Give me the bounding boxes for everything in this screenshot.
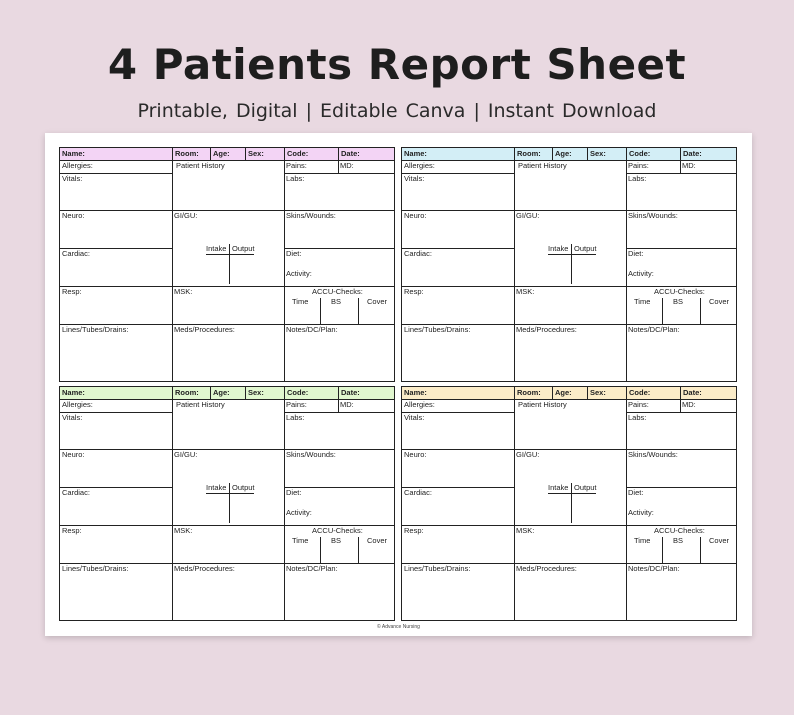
field-label: Labs: [628,413,647,422]
field-label: Activity: [628,269,654,278]
field-patient-history[interactable] [514,160,626,210]
accu-bs-label: BS [331,537,342,545]
accu-column-line [320,298,321,324]
field-neuro[interactable] [402,449,514,487]
field-label: Labs: [286,174,305,183]
field-lines[interactable] [402,324,514,381]
field-lines[interactable] [60,563,172,620]
header-field-sex[interactable]: Sex: [245,148,284,160]
grid-line [402,487,514,488]
field-label: Neuro: [404,450,427,459]
header-field-date[interactable]: Date: [680,387,736,399]
grid-line [284,487,394,488]
header-field-age[interactable]: Age: [210,148,245,160]
field-label: Patient History [518,161,567,170]
field-label: MSK: [516,526,535,535]
grid-line [60,563,394,564]
grid-line [402,248,514,249]
field-allergies[interactable] [402,399,514,412]
field-label: Pains: [628,400,649,409]
header-field-age[interactable]: Age: [552,148,587,160]
accu-cover-label: Cover [709,298,730,306]
field-meds[interactable] [514,563,626,620]
grid-line [402,412,514,413]
field-label: Resp: [62,526,82,535]
field-diet[interactable] [284,248,394,263]
header-field-age[interactable]: Age: [210,387,245,399]
field-allergies[interactable] [60,399,172,412]
grid-line [402,449,736,450]
field-activity[interactable] [626,502,736,525]
intake-label: Intake [548,245,569,253]
field-label: MD: [682,400,696,409]
field-activity[interactable] [284,263,394,286]
field-label: Diet: [286,249,302,258]
field-patient-history[interactable] [172,160,284,210]
grid-line [284,248,394,249]
intake-output-divider [571,483,572,523]
header-field-name[interactable]: Name: [404,149,427,158]
output-label: Output [574,245,597,253]
accu-time-label: Time [634,298,651,306]
grid-line [60,286,394,287]
accu-time-label: Time [634,537,651,545]
header-field-date[interactable]: Date: [680,148,736,160]
intake-output-divider [229,483,230,523]
intake-output-divider [206,493,254,494]
field-label: Meds/Procedures: [516,325,577,334]
field-label: Allergies: [62,400,93,409]
grid-line [402,173,514,174]
field-resp[interactable] [402,286,514,324]
field-label: MD: [682,161,696,170]
field-allergies[interactable] [402,160,514,173]
patient-sheet [59,147,395,382]
intake-output-divider [548,254,596,255]
field-label: Skins/Wounds: [286,450,336,459]
header-field-code[interactable]: Code: [284,148,338,160]
field-gi-gu[interactable] [172,210,284,286]
intake-label: Intake [206,484,227,492]
field-label: Activity: [628,508,654,517]
grid-line [60,525,394,526]
grid-line [626,487,736,488]
field-label: MD: [340,161,354,170]
field-label: Notes/DC/Plan: [628,564,680,573]
field-meds[interactable] [172,324,284,381]
field-diet[interactable] [284,487,394,502]
grid-line [680,399,681,412]
field-md[interactable] [338,399,394,412]
accu-cover-label: Cover [367,298,388,306]
header-field-room[interactable]: Room: [514,387,552,399]
accu-column-line [320,537,321,563]
grid-line [60,210,394,211]
intake-output-divider [548,493,596,494]
field-resp[interactable] [60,286,172,324]
field-labs[interactable] [626,412,736,449]
grid-line [626,248,736,249]
field-cardiac[interactable] [60,487,172,525]
field-label: MSK: [174,526,193,535]
field-label: MSK: [516,287,535,296]
header-field-date[interactable]: Date: [338,148,394,160]
accu-bs-label: BS [673,537,684,545]
field-gi-gu[interactable] [514,449,626,525]
grid-line [284,399,285,620]
header-field-name[interactable]: Name: [62,388,85,397]
intake-output-divider [206,254,254,255]
accu-column-line [700,537,701,563]
field-label: Lines/Tubes/Drains: [404,564,471,573]
field-label: MSK: [174,287,193,296]
field-label: ACCU-Checks: [312,526,363,535]
header-field-age[interactable]: Age: [552,387,587,399]
copyright-icon: © [377,624,381,630]
grid-line [402,286,736,287]
header-field-room[interactable]: Room: [172,148,210,160]
header-field-name[interactable]: Name: [62,149,85,158]
grid-line [680,160,681,173]
field-pains[interactable] [626,399,680,412]
header-field-sex[interactable]: Sex: [587,148,626,160]
field-label: Patient History [518,400,567,409]
field-notes[interactable] [626,563,736,620]
field-label: Labs: [628,174,647,183]
field-meds[interactable] [514,324,626,381]
grid-line [284,160,285,381]
accu-column-line [662,298,663,324]
grid-line [284,173,394,174]
field-patient-history[interactable] [514,399,626,449]
grid-line [626,160,627,381]
field-msk[interactable] [514,525,626,563]
field-label: Cardiac: [404,249,432,258]
grid-line [172,399,173,620]
field-label: Notes/DC/Plan: [286,564,338,573]
field-skins-wounds[interactable] [626,449,736,487]
field-meds[interactable] [172,563,284,620]
field-label: Vitals: [404,174,425,183]
header-field-sex[interactable]: Sex: [245,387,284,399]
footer-text: Advance Nursing [381,624,420,630]
field-label: Cardiac: [62,249,90,258]
field-skins-wounds[interactable] [284,210,394,248]
field-label: Lines/Tubes/Drains: [62,325,129,334]
field-resp[interactable] [402,525,514,563]
field-label: Pains: [286,400,307,409]
field-activity[interactable] [626,263,736,286]
field-labs[interactable] [626,173,736,210]
field-lines[interactable] [402,563,514,620]
grid-line [402,210,736,211]
page-subtitle: Printable, Digital | Editable Canva | Instant Download [137,100,657,122]
accu-column-line [662,537,663,563]
field-activity[interactable] [284,502,394,525]
field-label: Resp: [62,287,82,296]
grid-line [60,173,172,174]
field-notes[interactable] [626,324,736,381]
field-vitals[interactable] [402,173,514,210]
patient-sheet [401,147,737,382]
accu-column-line [700,298,701,324]
field-gi-gu[interactable] [514,210,626,286]
grid-line [60,248,172,249]
field-label: Diet: [286,488,302,497]
field-label: Skins/Wounds: [628,450,678,459]
field-label: Vitals: [62,413,83,422]
field-label: Skins/Wounds: [628,211,678,220]
field-label: Cardiac: [404,488,432,497]
header-field-room[interactable]: Room: [172,387,210,399]
grid-line [514,399,515,620]
accu-time-label: Time [292,537,309,545]
field-gi-gu[interactable] [172,449,284,525]
field-skins-wounds[interactable] [284,449,394,487]
header-field-name[interactable]: Name: [404,388,427,397]
field-label: GI/GU: [516,211,540,220]
field-label: ACCU-Checks: [654,287,705,296]
accu-cover-label: Cover [709,537,730,545]
field-label: Activity: [286,508,312,517]
grid-line [402,563,736,564]
field-label: Cardiac: [62,488,90,497]
field-diet[interactable] [626,487,736,502]
field-label: Allergies: [62,161,93,170]
grid-line [626,173,736,174]
field-pains[interactable] [626,160,680,173]
field-diet[interactable] [626,248,736,263]
accu-time-label: Time [292,298,309,306]
accu-cover-label: Cover [367,537,388,545]
field-label: ACCU-Checks: [654,526,705,535]
field-label: Lines/Tubes/Drains: [62,564,129,573]
field-label: GI/GU: [174,450,198,459]
field-skins-wounds[interactable] [626,210,736,248]
field-neuro[interactable] [60,449,172,487]
field-label: ACCU-Checks: [312,287,363,296]
field-label: Resp: [404,526,424,535]
field-resp[interactable] [60,525,172,563]
grid-line [402,324,736,325]
field-label: Vitals: [404,413,425,422]
grid-line [626,412,736,413]
grid-line [60,449,394,450]
field-msk[interactable] [172,286,284,324]
field-label: MD: [340,400,354,409]
field-labs[interactable] [284,412,394,449]
field-cardiac[interactable] [402,487,514,525]
field-allergies[interactable] [60,160,172,173]
field-label: Pains: [628,161,649,170]
header-field-code[interactable]: Code: [626,387,680,399]
field-patient-history[interactable] [172,399,284,449]
intake-label: Intake [206,245,227,253]
field-md[interactable] [680,399,736,412]
field-vitals[interactable] [60,173,172,210]
grid-line [514,160,515,381]
patient-sheet [59,386,395,621]
grid-line [60,324,394,325]
field-md[interactable] [338,160,394,173]
header-field-date[interactable]: Date: [338,387,394,399]
grid-line [338,160,339,173]
field-notes[interactable] [284,324,394,381]
field-label: Diet: [628,249,644,258]
accu-bs-label: BS [673,298,684,306]
output-label: Output [232,245,255,253]
header-field-sex[interactable]: Sex: [587,387,626,399]
footer [45,624,752,630]
field-label: Neuro: [62,450,85,459]
page-title: 4 Patients Report Sheet [107,40,687,89]
field-label: Notes/DC/Plan: [286,325,338,334]
field-md[interactable] [680,160,736,173]
field-label: Allergies: [404,400,435,409]
field-notes[interactable] [284,563,394,620]
field-label: Skins/Wounds: [286,211,336,220]
field-lines[interactable] [60,324,172,381]
field-label: Resp: [404,287,424,296]
grid-line [172,160,173,381]
field-label: GI/GU: [516,450,540,459]
output-label: Output [574,484,597,492]
intake-label: Intake [548,484,569,492]
header-field-code[interactable]: Code: [626,148,680,160]
field-msk[interactable] [514,286,626,324]
field-cardiac[interactable] [402,248,514,286]
field-pains[interactable] [284,399,338,412]
field-label: Neuro: [62,211,85,220]
grid-line [338,399,339,412]
field-label: Pains: [286,161,307,170]
field-label: Meds/Procedures: [174,564,235,573]
grid-line [60,412,172,413]
patient-sheet [401,386,737,621]
intake-output-divider [571,244,572,284]
report-paper [45,133,752,636]
field-pains[interactable] [284,160,338,173]
field-vitals[interactable] [60,412,172,449]
field-label: Patient History [176,400,225,409]
field-label: Lines/Tubes/Drains: [404,325,471,334]
field-label: Patient History [176,161,225,170]
field-label: Diet: [628,488,644,497]
field-label: GI/GU: [174,211,198,220]
field-label: Activity: [286,269,312,278]
output-label: Output [232,484,255,492]
field-label: Neuro: [404,211,427,220]
field-label: Meds/Procedures: [174,325,235,334]
accu-column-line [358,537,359,563]
field-label: Labs: [286,413,305,422]
field-label: Notes/DC/Plan: [628,325,680,334]
grid-line [402,525,736,526]
grid-line [284,412,394,413]
field-label: Meds/Procedures: [516,564,577,573]
accu-bs-label: BS [331,298,342,306]
field-neuro[interactable] [402,210,514,248]
field-labs[interactable] [284,173,394,210]
field-cardiac[interactable] [60,248,172,286]
field-neuro[interactable] [60,210,172,248]
field-label: Vitals: [62,174,83,183]
grid-line [626,399,627,620]
field-vitals[interactable] [402,412,514,449]
field-msk[interactable] [172,525,284,563]
grid-line [60,487,172,488]
field-label: Allergies: [404,161,435,170]
header-field-code[interactable]: Code: [284,387,338,399]
intake-output-divider [229,244,230,284]
accu-column-line [358,298,359,324]
header-field-room[interactable]: Room: [514,148,552,160]
